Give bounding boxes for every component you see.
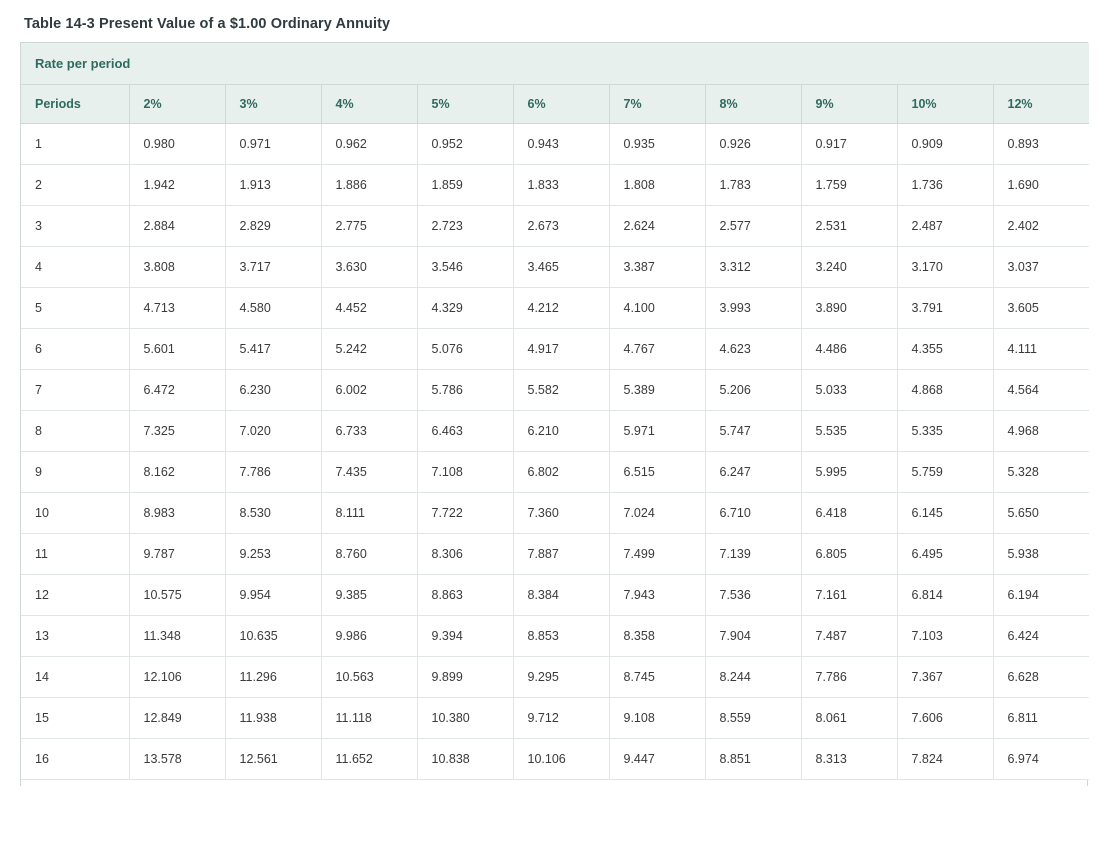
cell-value: 7.499: [609, 534, 705, 575]
cell-value: 7.360: [513, 493, 609, 534]
cell-value: 6.418: [801, 493, 897, 534]
cell-value: 6.002: [321, 370, 417, 411]
cell-period: 2: [21, 165, 129, 206]
cell-value: 0.935: [609, 124, 705, 165]
cell-value: 3.240: [801, 247, 897, 288]
table-row: [21, 534, 1089, 575]
cell-value: 6.230: [225, 370, 321, 411]
cell-value: 3.037: [993, 247, 1089, 288]
page-title: Table 14-3 Present Value of a $1.00 Ordinary Annuity: [24, 16, 391, 32]
cell-value: 7.103: [897, 616, 993, 657]
cell-value: 6.802: [513, 452, 609, 493]
cell-value: 8.760: [321, 534, 417, 575]
table-column-header-row: [21, 85, 1089, 124]
cell-value: 4.111: [993, 329, 1089, 370]
table-body: [21, 124, 1089, 780]
table-row: [21, 124, 1089, 165]
cell-value: 2.577: [705, 206, 801, 247]
cell-value: 6.463: [417, 411, 513, 452]
cell-value: 1.833: [513, 165, 609, 206]
table-row: [21, 739, 1089, 780]
cell-value: 4.623: [705, 329, 801, 370]
column-header-rate-7: 7%: [609, 85, 705, 124]
cell-value: 7.139: [705, 534, 801, 575]
cell-value: 5.242: [321, 329, 417, 370]
cell-value: 7.325: [129, 411, 225, 452]
cell-value: 9.712: [513, 698, 609, 739]
cell-value: 3.890: [801, 288, 897, 329]
cell-value: 3.630: [321, 247, 417, 288]
cell-value: 4.564: [993, 370, 1089, 411]
cell-value: 2.402: [993, 206, 1089, 247]
cell-value: 13.578: [129, 739, 225, 780]
cell-value: 7.367: [897, 657, 993, 698]
cell-value: 8.863: [417, 575, 513, 616]
cell-value: 8.061: [801, 698, 897, 739]
column-header-rate-6: 6%: [513, 85, 609, 124]
cell-value: 5.601: [129, 329, 225, 370]
cell-value: 7.435: [321, 452, 417, 493]
cell-value: 9.108: [609, 698, 705, 739]
column-header-rate-8: 8%: [705, 85, 801, 124]
cell-value: 5.335: [897, 411, 993, 452]
cell-value: 9.447: [609, 739, 705, 780]
cell-value: 8.851: [705, 739, 801, 780]
cell-value: 5.786: [417, 370, 513, 411]
cell-value: 6.194: [993, 575, 1089, 616]
cell-value: 3.465: [513, 247, 609, 288]
cell-value: 8.384: [513, 575, 609, 616]
cell-period: 14: [21, 657, 129, 698]
table-head: [21, 43, 1089, 124]
cell-value: 10.563: [321, 657, 417, 698]
cell-value: 5.759: [897, 452, 993, 493]
cell-value: 1.736: [897, 165, 993, 206]
cell-value: 11.652: [321, 739, 417, 780]
table-row: [21, 493, 1089, 534]
cell-value: 1.913: [225, 165, 321, 206]
annuity-table-container: [20, 42, 1088, 780]
cell-value: 6.495: [897, 534, 993, 575]
cell-value: 7.487: [801, 616, 897, 657]
cell-value: 8.244: [705, 657, 801, 698]
cell-value: 8.111: [321, 493, 417, 534]
cell-value: 6.733: [321, 411, 417, 452]
table-row: [21, 288, 1089, 329]
cell-value: 6.811: [993, 698, 1089, 739]
cell-value: 8.530: [225, 493, 321, 534]
cell-value: 3.387: [609, 247, 705, 288]
cell-value: 1.783: [705, 165, 801, 206]
cell-value: 0.971: [225, 124, 321, 165]
cell-value: 2.487: [897, 206, 993, 247]
column-header-rate-3: 3%: [225, 85, 321, 124]
cell-value: 5.076: [417, 329, 513, 370]
cell-value: 12.561: [225, 739, 321, 780]
cell-value: 2.624: [609, 206, 705, 247]
cell-period: 5: [21, 288, 129, 329]
cell-value: 6.145: [897, 493, 993, 534]
cell-value: 4.329: [417, 288, 513, 329]
cell-value: 2.775: [321, 206, 417, 247]
column-header-periods: Periods: [21, 85, 129, 124]
cell-value: 7.943: [609, 575, 705, 616]
cell-value: 11.296: [225, 657, 321, 698]
table-row: [21, 329, 1089, 370]
cell-value: 3.170: [897, 247, 993, 288]
table-row: [21, 452, 1089, 493]
rate-per-period-header: Rate per period: [21, 43, 1089, 85]
cell-period: 4: [21, 247, 129, 288]
cell-value: 7.786: [225, 452, 321, 493]
cell-value: 3.605: [993, 288, 1089, 329]
cell-value: 5.747: [705, 411, 801, 452]
cell-value: 4.452: [321, 288, 417, 329]
cell-value: 4.100: [609, 288, 705, 329]
cell-value: 7.024: [609, 493, 705, 534]
cell-value: 7.904: [705, 616, 801, 657]
table-row: [21, 616, 1089, 657]
cell-value: 8.306: [417, 534, 513, 575]
cell-value: 3.312: [705, 247, 801, 288]
cell-period: 12: [21, 575, 129, 616]
cell-value: 4.968: [993, 411, 1089, 452]
column-header-rate-9: 9%: [801, 85, 897, 124]
cell-value: 10.380: [417, 698, 513, 739]
cell-value: 6.247: [705, 452, 801, 493]
cell-value: 6.424: [993, 616, 1089, 657]
table-group-header-row: [21, 43, 1089, 85]
cell-value: 6.210: [513, 411, 609, 452]
cell-value: 3.546: [417, 247, 513, 288]
cell-value: 4.486: [801, 329, 897, 370]
cell-value: 12.849: [129, 698, 225, 739]
column-header-rate-5: 5%: [417, 85, 513, 124]
table-row: [21, 657, 1089, 698]
cell-value: 3.717: [225, 247, 321, 288]
cell-value: 8.745: [609, 657, 705, 698]
cell-period: 6: [21, 329, 129, 370]
cell-value: 7.108: [417, 452, 513, 493]
cell-value: 7.606: [897, 698, 993, 739]
cell-value: 7.887: [513, 534, 609, 575]
cell-value: 9.986: [321, 616, 417, 657]
cell-value: 8.358: [609, 616, 705, 657]
cell-value: 8.983: [129, 493, 225, 534]
cell-value: 1.690: [993, 165, 1089, 206]
cell-value: 10.838: [417, 739, 513, 780]
cell-value: 0.893: [993, 124, 1089, 165]
table-row: [21, 370, 1089, 411]
cell-value: 6.472: [129, 370, 225, 411]
cell-value: 7.786: [801, 657, 897, 698]
cell-value: 8.162: [129, 452, 225, 493]
cell-value: 7.722: [417, 493, 513, 534]
cell-value: 0.926: [705, 124, 801, 165]
cell-value: 1.808: [609, 165, 705, 206]
cell-value: 6.710: [705, 493, 801, 534]
cell-value: 0.943: [513, 124, 609, 165]
cell-value: 2.531: [801, 206, 897, 247]
cell-value: 5.206: [705, 370, 801, 411]
cell-value: 9.899: [417, 657, 513, 698]
cell-value: 10.635: [225, 616, 321, 657]
cell-value: 9.394: [417, 616, 513, 657]
cell-value: 9.253: [225, 534, 321, 575]
table-bottom-edge: [20, 780, 1088, 786]
cell-period: 3: [21, 206, 129, 247]
cell-value: 11.348: [129, 616, 225, 657]
cell-value: 7.536: [705, 575, 801, 616]
cell-value: 12.106: [129, 657, 225, 698]
cell-value: 6.805: [801, 534, 897, 575]
cell-period: 15: [21, 698, 129, 739]
cell-value: 3.808: [129, 247, 225, 288]
cell-value: 10.106: [513, 739, 609, 780]
cell-value: 2.884: [129, 206, 225, 247]
cell-value: 3.791: [897, 288, 993, 329]
cell-value: 5.971: [609, 411, 705, 452]
cell-value: 6.814: [897, 575, 993, 616]
cell-value: 4.868: [897, 370, 993, 411]
cell-value: 0.909: [897, 124, 993, 165]
column-header-rate-2: 2%: [129, 85, 225, 124]
cell-value: 0.917: [801, 124, 897, 165]
table-row: [21, 165, 1089, 206]
cell-period: 16: [21, 739, 129, 780]
column-header-rate-4: 4%: [321, 85, 417, 124]
cell-value: 11.118: [321, 698, 417, 739]
cell-value: 1.759: [801, 165, 897, 206]
table-row: [21, 575, 1089, 616]
cell-value: 4.355: [897, 329, 993, 370]
cell-value: 5.650: [993, 493, 1089, 534]
cell-value: 5.938: [993, 534, 1089, 575]
cell-value: 7.020: [225, 411, 321, 452]
cell-value: 4.917: [513, 329, 609, 370]
cell-value: 6.628: [993, 657, 1089, 698]
cell-period: 7: [21, 370, 129, 411]
table-row: [21, 206, 1089, 247]
cell-value: 4.580: [225, 288, 321, 329]
cell-value: 5.582: [513, 370, 609, 411]
table-row: [21, 247, 1089, 288]
cell-value: 5.389: [609, 370, 705, 411]
cell-value: 8.559: [705, 698, 801, 739]
cell-value: 0.980: [129, 124, 225, 165]
cell-value: 5.535: [801, 411, 897, 452]
cell-value: 6.515: [609, 452, 705, 493]
present-value-annuity-table: [21, 43, 1089, 780]
cell-value: 9.954: [225, 575, 321, 616]
cell-value: 2.829: [225, 206, 321, 247]
cell-period: 11: [21, 534, 129, 575]
cell-value: 8.853: [513, 616, 609, 657]
column-header-rate-12: 12%: [993, 85, 1089, 124]
cell-value: 2.673: [513, 206, 609, 247]
cell-period: 10: [21, 493, 129, 534]
cell-value: 11.938: [225, 698, 321, 739]
cell-value: 9.385: [321, 575, 417, 616]
cell-period: 1: [21, 124, 129, 165]
cell-value: 1.859: [417, 165, 513, 206]
cell-value: 3.993: [705, 288, 801, 329]
table-row: [21, 698, 1089, 739]
cell-value: 4.713: [129, 288, 225, 329]
cell-value: 8.313: [801, 739, 897, 780]
cell-period: 13: [21, 616, 129, 657]
cell-value: 0.962: [321, 124, 417, 165]
cell-period: 9: [21, 452, 129, 493]
cell-period: 8: [21, 411, 129, 452]
cell-value: 9.787: [129, 534, 225, 575]
cell-value: 2.723: [417, 206, 513, 247]
cell-value: 4.212: [513, 288, 609, 329]
cell-value: 10.575: [129, 575, 225, 616]
cell-value: 7.824: [897, 739, 993, 780]
cell-value: 1.942: [129, 165, 225, 206]
cell-value: 9.295: [513, 657, 609, 698]
cell-value: 5.033: [801, 370, 897, 411]
cell-value: 0.952: [417, 124, 513, 165]
cell-value: 6.974: [993, 739, 1089, 780]
cell-value: 5.995: [801, 452, 897, 493]
cell-value: 5.328: [993, 452, 1089, 493]
cell-value: 1.886: [321, 165, 417, 206]
table-row: [21, 411, 1089, 452]
cell-value: 5.417: [225, 329, 321, 370]
column-header-rate-10: 10%: [897, 85, 993, 124]
cell-value: 7.161: [801, 575, 897, 616]
cell-value: 4.767: [609, 329, 705, 370]
